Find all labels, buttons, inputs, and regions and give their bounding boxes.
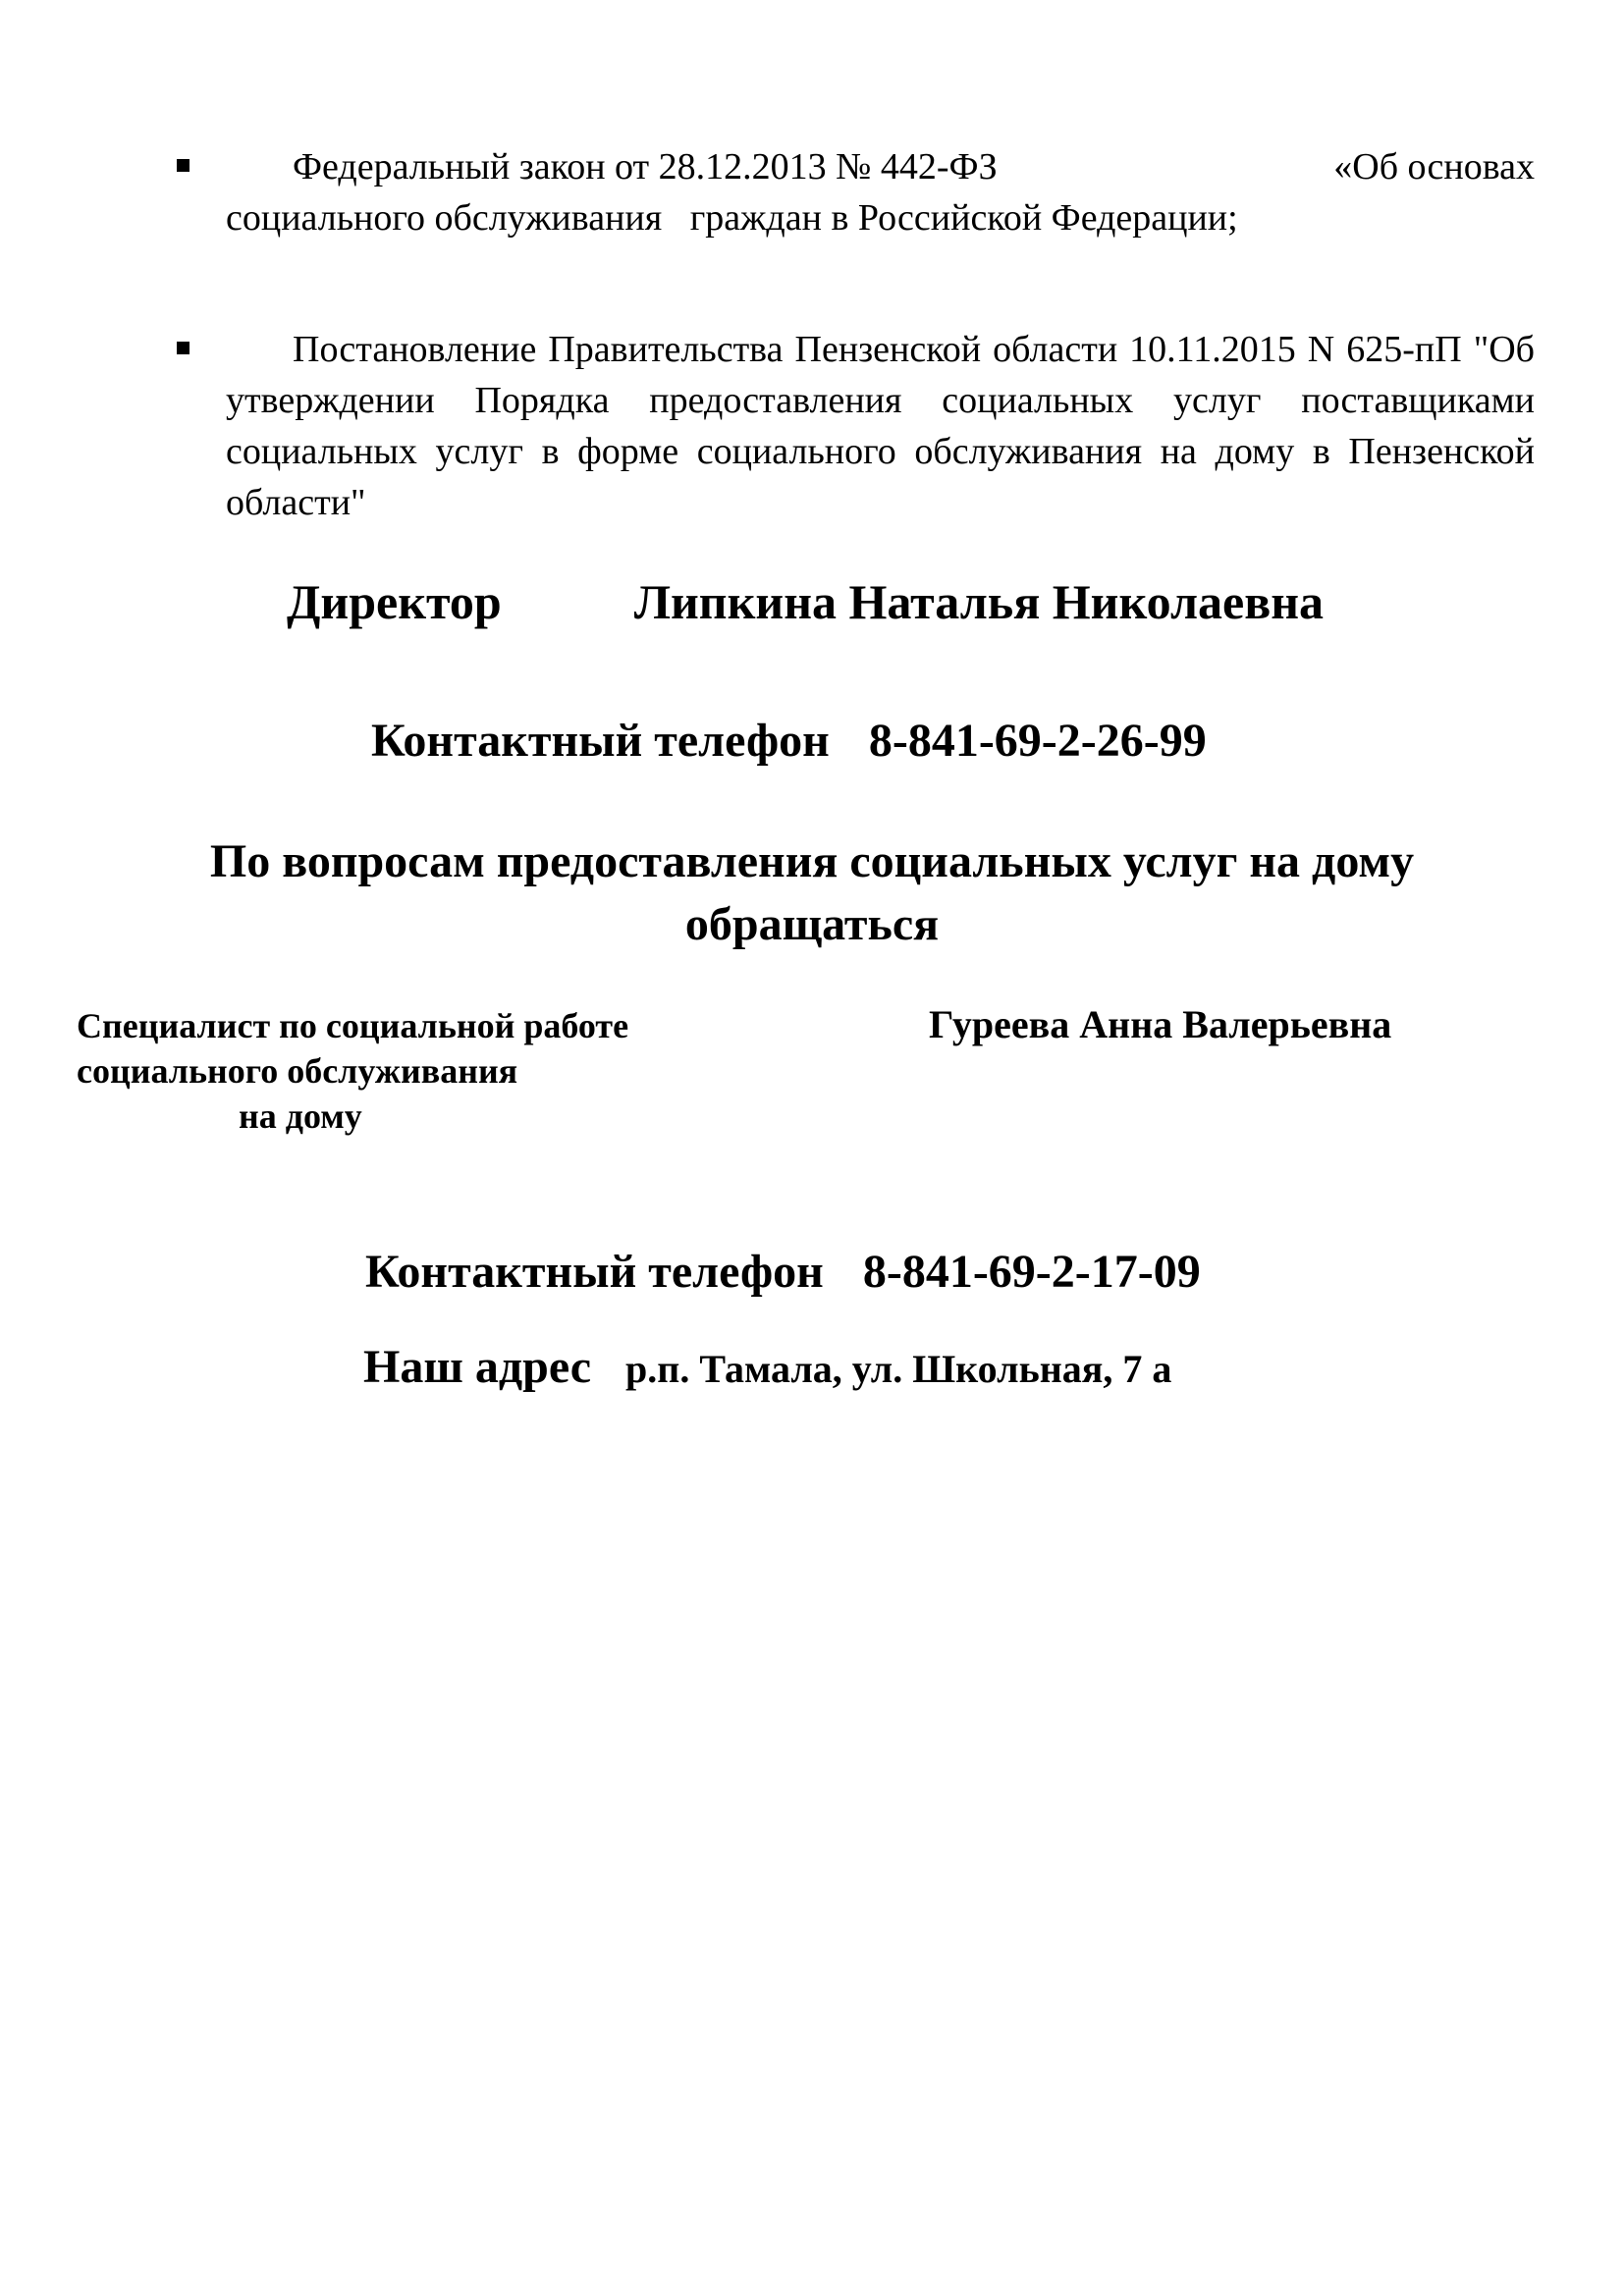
legal-basis-text — [226, 141, 1535, 243]
law-title-right: «Об основах — [1333, 146, 1535, 187]
phone-number: 8-841-69-2-26-99 — [868, 715, 1207, 767]
contact-heading: По вопросам предоставления социальных услуг на дому обращаться — [209, 835, 1415, 950]
phone-label: Контактный телефон — [365, 1246, 824, 1298]
law-first-line — [226, 141, 1535, 192]
specialist-title-line: на дому — [239, 1096, 362, 1136]
legal-basis-item-resolution — [177, 324, 1535, 528]
address-value: р.п. Тамала, ул. Школьная, 7 а — [625, 1347, 1172, 1391]
phone-number: 8-841-69-2-17-09 — [862, 1246, 1201, 1298]
address-line — [363, 1338, 1171, 1408]
director-title: Директор — [287, 574, 502, 629]
resolution-text: Постановление Правительства Пензенской области 10.11.2015 N 625-пП "Об утверждении Порядка предоставления социальных услуг поставщиками социальных услуг в форме социального обслуживания на дому в Пензенской области" — [226, 329, 1535, 523]
phone-label: Контактный телефон — [371, 715, 830, 767]
specialist-title-line: Специалист по социальной работе — [77, 1006, 629, 1045]
specialist-phone-line — [365, 1243, 1201, 1302]
legal-basis-item-federal-law — [177, 141, 1535, 243]
director-phone-line — [371, 712, 1207, 771]
specialist-title — [77, 1003, 628, 1139]
director-line — [287, 571, 1324, 632]
specialist-title-line: социального обслуживания — [77, 1051, 518, 1091]
law-title-left: Федеральный закон от 28.12.2013 № 442-ФЗ — [293, 146, 998, 187]
address-label: Наш адрес — [363, 1341, 592, 1393]
bullet-marker — [177, 159, 189, 172]
specialist-name: Гуреева Анна Валерьевна — [929, 1002, 1392, 1046]
bullet-marker — [177, 342, 189, 354]
director-name: Липкина Наталья Николаевна — [633, 574, 1325, 629]
law-second-line: социального обслуживания граждан в Российской Федерации; — [226, 197, 1238, 239]
legal-basis-text — [226, 324, 1535, 528]
